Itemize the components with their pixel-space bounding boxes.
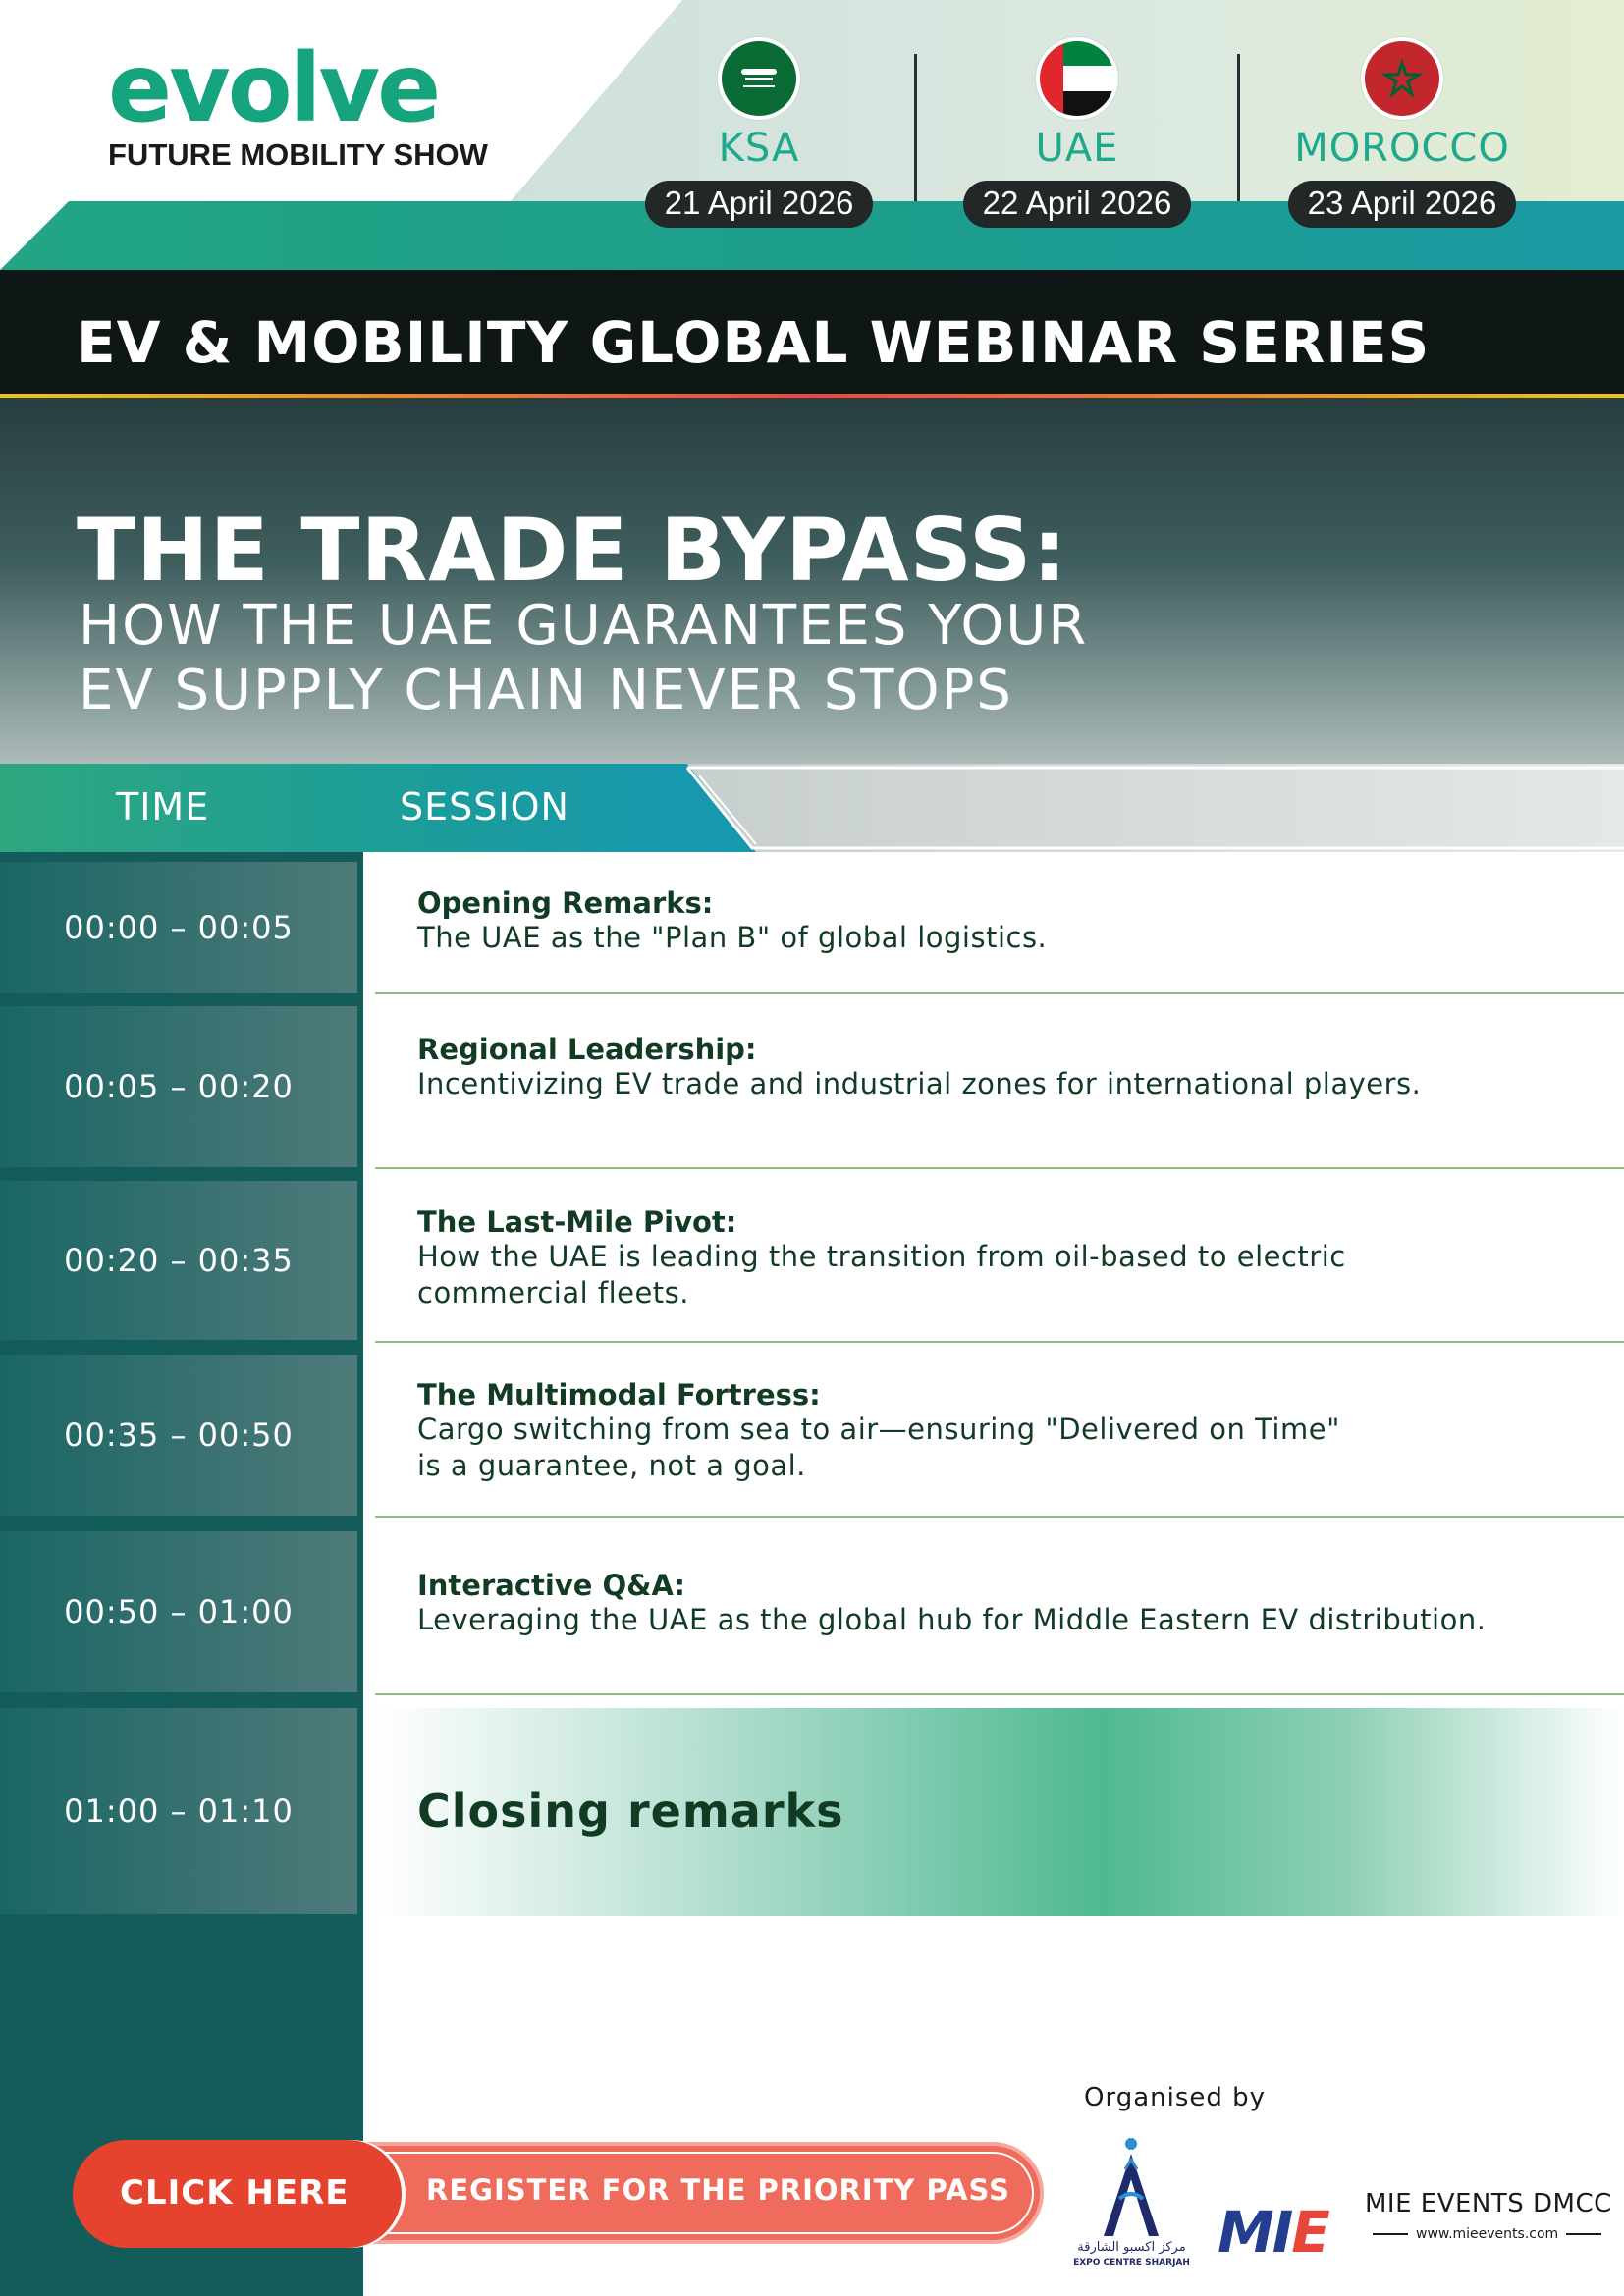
expo-tower-icon — [1070, 2130, 1193, 2240]
session-item — [417, 1569, 1596, 1638]
time-cell — [0, 1181, 357, 1340]
hero-subtitle-line: HOW THE UAE GUARANTEES YOUR — [79, 594, 1089, 658]
divider — [1237, 54, 1240, 201]
session-column-header: SESSION — [400, 785, 569, 828]
country-name: UAE — [1035, 126, 1119, 171]
time-range: 01:00 – 01:10 — [64, 1792, 294, 1830]
time-range: 00:00 – 00:05 — [64, 909, 294, 946]
cta-left-label: CLICK HERE — [120, 2173, 350, 2213]
country-date: 22 April 2026 — [963, 181, 1192, 228]
session-title: The Last-Mile Pivot: — [417, 1205, 737, 1239]
hero-subtitle — [79, 594, 1088, 723]
register-cta[interactable] — [73, 2140, 1050, 2248]
time-range: 00:35 – 00:50 — [64, 1416, 294, 1454]
session-description: Leveraging the UAE as the global hub for Middle Eastern EV distribution. — [417, 1603, 1487, 1636]
logo-word: evolve — [108, 33, 439, 143]
session-description: Incentivizing EV trade and industrial zones for international players. — [417, 1067, 1422, 1100]
mie-logo-blue: MI — [1218, 2199, 1292, 2266]
time-column-header: TIME — [116, 785, 210, 828]
session-title: Closing remarks — [417, 1785, 844, 1838]
row-divider — [375, 992, 1624, 994]
session-description: is a guarantee, not a goal. — [417, 1449, 806, 1482]
divider — [914, 54, 917, 201]
session-description: Cargo switching from sea to air—ensuring "Delivered on Time" — [417, 1413, 1340, 1446]
click-here-button[interactable] — [73, 2140, 402, 2248]
hero-title: THE TRADE BYPASS: — [77, 500, 1068, 601]
expo-arabic-name: مركز اكسبو الشارقة — [1077, 2240, 1186, 2255]
time-range: 00:50 – 01:00 — [64, 1593, 294, 1630]
time-range: 00:05 – 00:20 — [64, 1068, 294, 1105]
series-bar — [0, 270, 1624, 398]
mie-company-name: MIE EVENTS DMCC — [1365, 2189, 1612, 2218]
expo-centre-sharjah-logo — [1070, 2130, 1193, 2277]
session-item — [417, 1033, 1596, 1102]
time-cell — [0, 1708, 357, 1914]
session-item — [417, 1205, 1596, 1311]
closing-remarks-banner — [378, 1708, 1624, 1916]
country-date: 21 April 2026 — [645, 181, 874, 228]
agenda-table-header — [0, 764, 1624, 852]
session-description: The UAE as the "Plan B" of global logistics. — [417, 921, 1048, 954]
uae-flag-icon — [1036, 37, 1118, 120]
country-morocco — [1270, 37, 1535, 228]
time-cell — [0, 862, 357, 993]
row-divider — [375, 1516, 1624, 1518]
session-item — [417, 886, 1596, 956]
time-cell — [0, 1006, 357, 1167]
hero-subtitle-line: EV SUPPLY CHAIN NEVER STOPS — [79, 659, 1013, 722]
mie-logo-mark — [1218, 2199, 1328, 2266]
morocco-flag-icon — [1361, 37, 1443, 120]
register-priority-pass-button[interactable] — [318, 2146, 1040, 2240]
hero — [0, 398, 1624, 766]
saudi-flag-icon — [718, 37, 800, 120]
series-title: EV & MOBILITY GLOBAL WEBINAR SERIES — [77, 309, 1431, 376]
country-name: MOROCCO — [1294, 126, 1510, 171]
row-divider — [375, 1341, 1624, 1343]
organised-by-label: Organised by — [1084, 2083, 1267, 2112]
session-title: Regional Leadership: — [417, 1033, 757, 1066]
logo-subtitle: FUTURE MOBILITY SHOW — [108, 137, 488, 172]
session-description: commercial fleets. — [417, 1276, 690, 1309]
expo-english-name: EXPO CENTRE SHARJAH — [1073, 2258, 1190, 2268]
evolve-logo — [108, 33, 491, 173]
session-title: Opening Remarks: — [417, 886, 714, 920]
table-header-shape — [0, 764, 1624, 852]
country-ksa — [626, 37, 892, 228]
session-title: Interactive Q&A: — [417, 1569, 686, 1602]
row-divider — [375, 1167, 1624, 1169]
mie-logo-red: E — [1291, 2199, 1328, 2266]
row-divider — [375, 1693, 1624, 1695]
country-uae — [945, 37, 1210, 228]
mie-website: www.mieevents.com — [1365, 2226, 1586, 2242]
session-item — [417, 1378, 1596, 1484]
header — [0, 0, 1624, 270]
cta-right-label: REGISTER FOR THE PRIORITY PASS — [426, 2173, 1011, 2207]
time-cell — [0, 1531, 357, 1692]
time-cell — [0, 1355, 357, 1516]
session-description: How the UAE is leading the transition from oil-based to electric — [417, 1240, 1346, 1273]
session-title: The Multimodal Fortress: — [417, 1378, 821, 1412]
country-date: 23 April 2026 — [1288, 181, 1517, 228]
time-range: 00:20 – 00:35 — [64, 1242, 294, 1279]
country-name: KSA — [718, 126, 800, 171]
